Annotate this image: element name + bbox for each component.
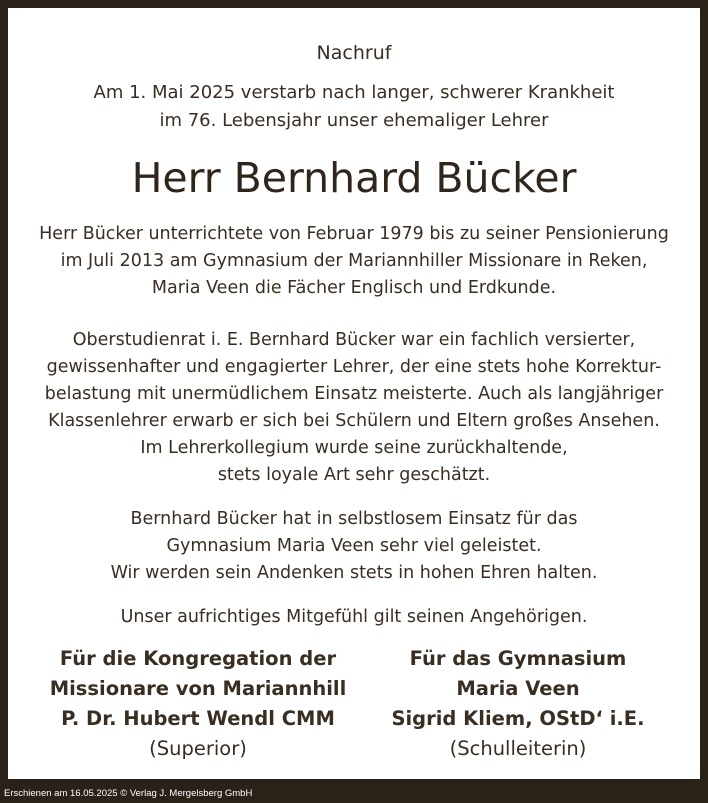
paragraph-line: Gymnasium Maria Veen sehr viel geleistet. (166, 536, 542, 556)
signature-line: Missionare von Mariannhill (49, 677, 347, 700)
paragraph-line: Bernhard Bücker hat in selbstlosem Einsatz für das (130, 509, 578, 529)
signature-line: P. Dr. Hubert Wendl CMM (61, 707, 335, 730)
signature-line: Für die Kongregation der (59, 647, 337, 670)
intro-line: Am 1. Mai 2025 verstarb nach langer, schwerer Krankheit (93, 82, 615, 103)
signature-line: Maria Veen (456, 677, 580, 700)
deceased-name: Herr Bernhard Bücker (131, 154, 577, 202)
paragraph-line: Oberstudienrat i. E. Bernhard Bücker war ein fachlich versierter, (72, 330, 636, 350)
signature-line: Sigrid Kliem, OStD‘ i.E. (391, 707, 645, 730)
paragraph-tribute (8, 506, 700, 587)
notice-heading: Nachruf (316, 42, 392, 64)
paragraph-line: belastung mit unermüdlichem Einsatz meisterte. Auch als langjähriger (44, 384, 664, 404)
paragraph-line: Herr Bücker unterrichtete von Februar 1979 bis zu seiner Pensionierung (39, 224, 669, 244)
intro-text (8, 79, 700, 135)
paragraph-line: Maria Veen die Fächer Englisch und Erdkunde. (151, 278, 557, 298)
paragraph-character (8, 327, 700, 489)
signature-congregation (48, 644, 348, 764)
signature-school (368, 644, 668, 764)
obituary-card (8, 8, 700, 779)
paragraph-line: Wir werden sein Andenken stets in hohen Ehren halten. (110, 563, 598, 583)
signature-role: (Schulleiterin) (449, 737, 587, 760)
paragraph-line: im Juli 2013 am Gymnasium der Mariannhiller Missionare in Reken, (60, 251, 648, 271)
paragraph-line: Im Lehrerkollegium wurde seine zurückhaltende, (140, 438, 568, 458)
paragraph-line: Unser aufrichtiges Mitgefühl gilt seinen Angehörigen. (120, 607, 588, 627)
signature-line: Für das Gymnasium (409, 647, 627, 670)
paragraph-condolence (8, 604, 700, 631)
signature-role: (Superior) (149, 737, 247, 760)
paragraph-line: gewissenhafter und engagierter Lehrer, der eine stets hohe Korrektur- (46, 357, 662, 377)
intro-line: im 76. Lebensjahr unser ehemaliger Lehrer (159, 110, 549, 131)
paragraph-line: stets loyale Art sehr geschätzt. (217, 465, 491, 485)
paragraph-career (8, 221, 700, 302)
paragraph-line: Klassenlehrer erwarb er sich bei Schülern und Eltern großes Ansehen. (48, 411, 660, 431)
publication-footer: Erschienen am 16.05.2025 © Verlag J. Mergelsberg GmbH (4, 788, 253, 799)
